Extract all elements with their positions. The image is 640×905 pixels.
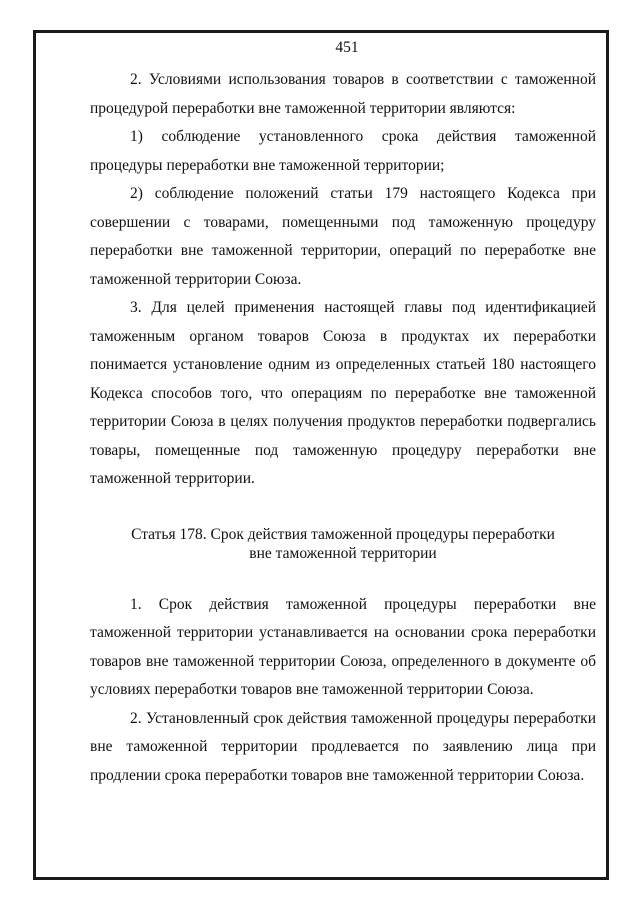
paragraph-condition-1: 1) соблюдение установленного срока действия таможенной процедуры переработки вне таможенной территории;: [90, 128, 596, 174]
document-page: [90, 38, 596, 790]
paragraph-conditions-intro: 2. Условиями использования товаров в соответствии с таможенной процедурой переработки вне таможенной территории являются:: [90, 71, 596, 117]
paragraph-term-1: 1. Срок действия таможенной процедуры переработки вне таможенной территории устанавливается на основании срока переработки товаров вне таможенной территории Союза, определенного в документе об условиях переработки товаров вне таможенной территории Союза.: [90, 595, 596, 698]
paragraph-condition-2: 2) соблюдение положений статьи 179 настоящего Кодекса при совершении с товарами, помещенными под таможенную процедуру переработки вне таможенной территории, операций по переработке вне таможенной территории Союза.: [90, 185, 596, 288]
article-heading: [90, 525, 596, 563]
article-title-line2: вне таможенной территории: [249, 544, 437, 562]
paragraph-term-2: 2. Установленный срок действия таможенной процедуры переработки вне таможенной территории продлевается по заявлению лица при продлении срока переработки товаров вне таможенной территории Союза.: [90, 709, 596, 784]
article-title-line1: Статья 178. Срок действия таможенной процедуры переработки: [131, 525, 555, 543]
paragraph-identification: 3. Для целей применения настоящей главы под идентификацией таможенным органом товаров Союза в продуктах их переработки понимается установление одним из определенных статьей 180 настоящего Кодекса способов того, что операциям по переработке вне таможенной территории Союза в целях получения продуктов переработки подвергались товары, помещенные под таможенную процедуру переработки вне таможенной территории.: [90, 299, 596, 487]
page-number: 451: [335, 39, 359, 56]
